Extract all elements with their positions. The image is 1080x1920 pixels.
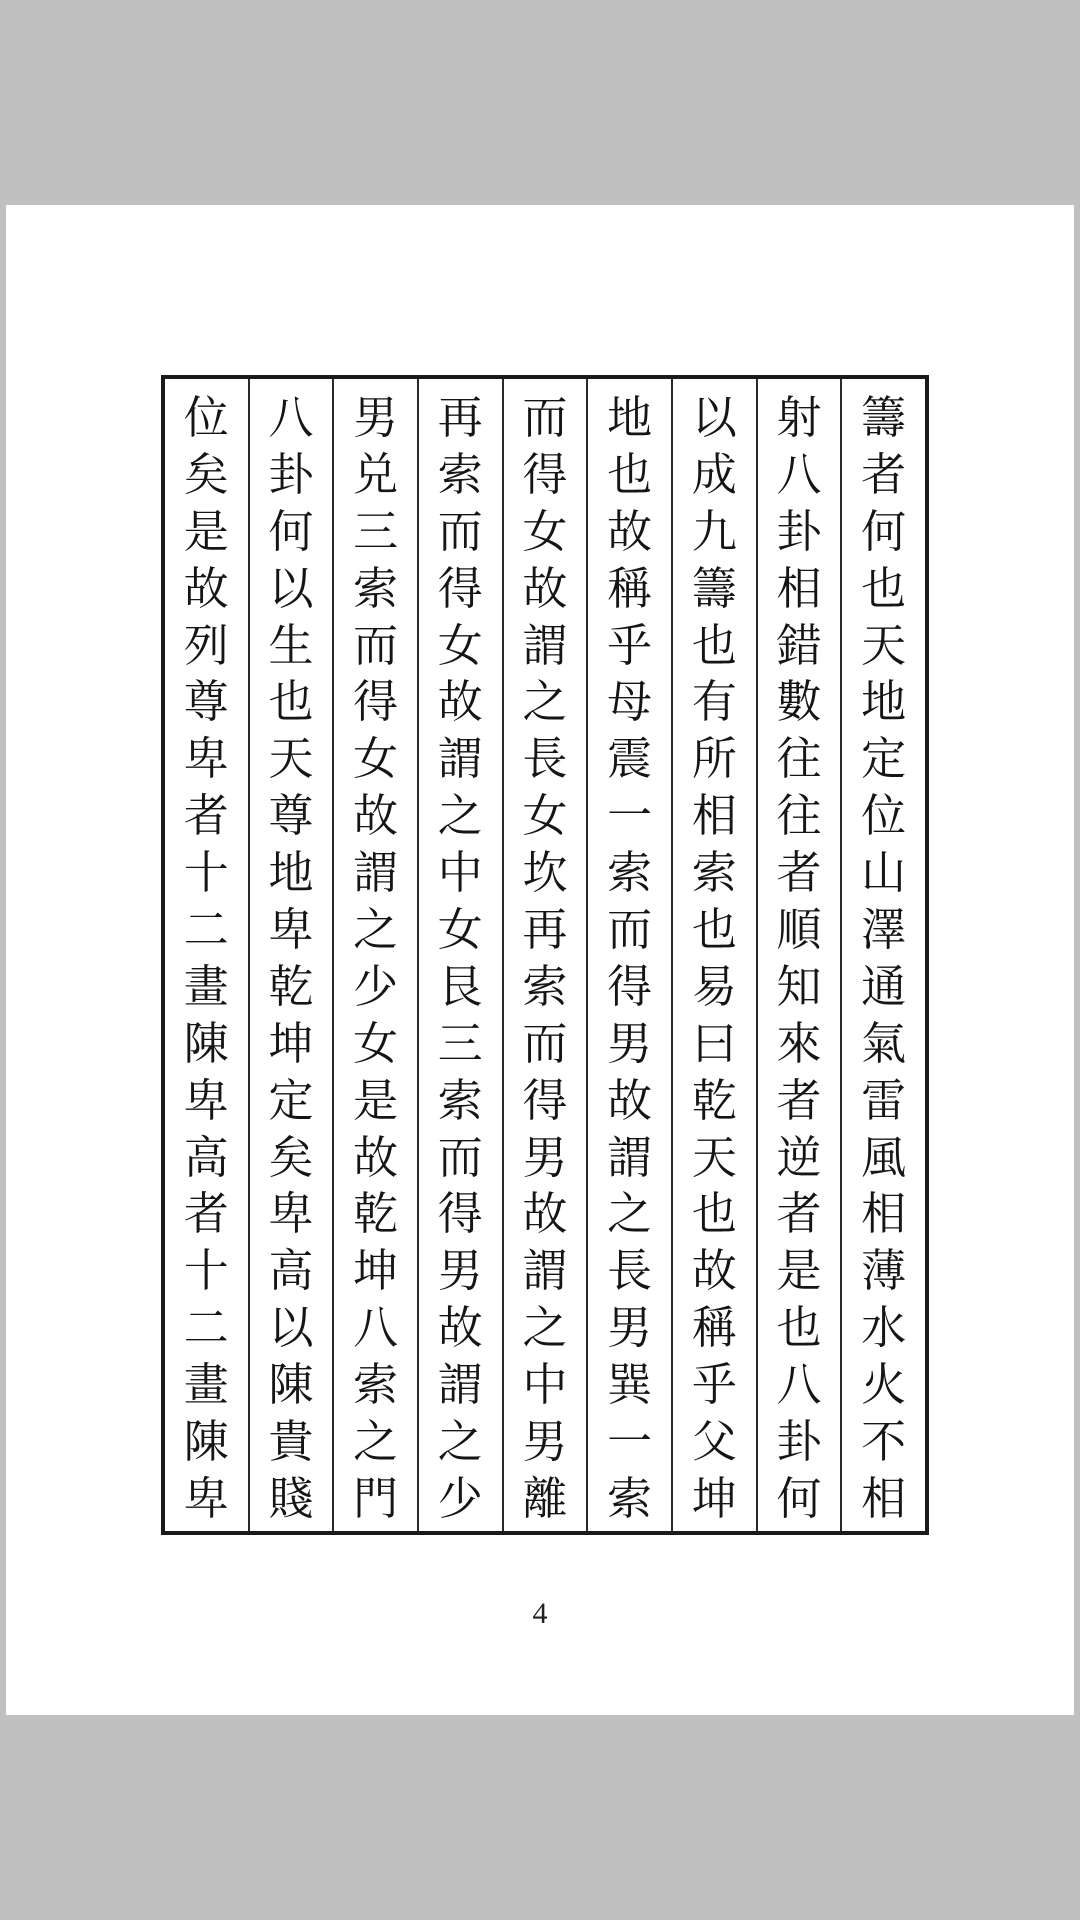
text-character: 相 — [691, 789, 737, 843]
text-character: 少 — [437, 1471, 483, 1525]
text-character: 卑 — [183, 1073, 229, 1127]
text-character: 而 — [522, 1016, 568, 1070]
text-character: 風 — [861, 1130, 907, 1184]
page-number: 4 — [532, 1597, 548, 1630]
text-character: 長 — [522, 732, 568, 786]
text-character: 謂 — [522, 618, 568, 672]
text-character: 卑 — [183, 1471, 229, 1525]
text-character: 中 — [522, 1358, 568, 1412]
text-character: 天 — [268, 732, 314, 786]
text-character: 男 — [522, 1415, 568, 1469]
text-column — [756, 379, 841, 1531]
text-character: 何 — [776, 1471, 822, 1525]
text-character: 錯 — [776, 618, 822, 672]
text-character: 者 — [776, 1073, 822, 1127]
text-character: 之 — [522, 1301, 568, 1355]
text-character: 知 — [776, 959, 822, 1013]
text-character: 男 — [522, 1130, 568, 1184]
text-character: 陳 — [183, 1016, 229, 1070]
text-character: 而 — [437, 1130, 483, 1184]
text-character: 謂 — [607, 1130, 653, 1184]
text-character: 來 — [776, 1016, 822, 1070]
text-character: 乾 — [353, 1187, 399, 1241]
text-character: 者 — [861, 447, 907, 501]
text-character: 二 — [183, 1301, 229, 1355]
text-character: 位 — [183, 391, 229, 444]
text-character: 離 — [522, 1471, 568, 1525]
text-character: 有 — [691, 675, 737, 729]
text-character: 矣 — [183, 447, 229, 501]
text-character: 乾 — [268, 959, 314, 1013]
text-character: 也 — [776, 1301, 822, 1355]
text-character: 以 — [268, 1301, 314, 1355]
text-character: 震 — [607, 732, 653, 786]
text-character: 八 — [353, 1301, 399, 1355]
text-character: 水 — [861, 1301, 907, 1355]
text-character: 兑 — [353, 447, 399, 501]
text-character: 地 — [268, 846, 314, 900]
text-character: 稱 — [691, 1301, 737, 1355]
text-character: 也 — [861, 561, 907, 615]
text-column — [165, 379, 248, 1531]
text-character: 故 — [437, 675, 483, 729]
text-character: 高 — [183, 1130, 229, 1184]
text-character: 故 — [607, 1073, 653, 1127]
text-character: 中 — [437, 846, 483, 900]
text-character: 九 — [691, 504, 737, 558]
text-character: 定 — [268, 1073, 314, 1127]
text-character: 澤 — [861, 903, 907, 957]
text-character: 故 — [522, 1187, 568, 1241]
text-character: 往 — [776, 732, 822, 786]
text-column — [332, 379, 417, 1531]
text-character: 再 — [437, 391, 483, 444]
text-character: 長 — [607, 1244, 653, 1298]
text-character: 母 — [607, 675, 653, 729]
text-character: 索 — [691, 846, 737, 900]
text-character: 而 — [522, 391, 568, 444]
text-character: 畫 — [183, 1358, 229, 1412]
text-character: 男 — [607, 1016, 653, 1070]
text-column — [840, 379, 925, 1531]
text-character: 三 — [437, 1016, 483, 1070]
text-column — [417, 379, 502, 1531]
text-character: 相 — [861, 1187, 907, 1241]
text-character: 曰 — [691, 1016, 737, 1070]
text-character: 者 — [183, 1187, 229, 1241]
text-character: 男 — [607, 1301, 653, 1355]
text-character: 八 — [268, 391, 314, 444]
text-character: 女 — [353, 1016, 399, 1070]
text-character: 山 — [861, 846, 907, 900]
text-character: 之 — [522, 675, 568, 729]
text-column — [248, 379, 333, 1531]
text-character: 得 — [522, 1073, 568, 1127]
text-character: 八 — [776, 1358, 822, 1412]
text-character: 位 — [861, 789, 907, 843]
text-character: 故 — [691, 1244, 737, 1298]
text-character: 得 — [437, 561, 483, 615]
text-character: 之 — [353, 903, 399, 957]
text-character: 也 — [691, 903, 737, 957]
text-character: 得 — [522, 447, 568, 501]
text-character: 通 — [861, 959, 907, 1013]
text-character: 索 — [522, 959, 568, 1013]
text-character: 而 — [607, 903, 653, 957]
text-character: 索 — [607, 846, 653, 900]
text-character: 相 — [776, 561, 822, 615]
text-character: 索 — [353, 561, 399, 615]
text-column — [671, 379, 756, 1531]
text-character: 乎 — [607, 618, 653, 672]
text-character: 故 — [183, 561, 229, 615]
text-character: 尊 — [183, 675, 229, 729]
text-character: 得 — [607, 959, 653, 1013]
text-column — [502, 379, 587, 1531]
text-character: 者 — [776, 846, 822, 900]
text-character: 索 — [437, 447, 483, 501]
text-character: 成 — [691, 447, 737, 501]
text-character: 卦 — [776, 1415, 822, 1469]
text-character: 乎 — [691, 1358, 737, 1412]
text-character: 往 — [776, 789, 822, 843]
text-character: 十 — [183, 846, 229, 900]
text-character: 巽 — [607, 1358, 653, 1412]
text-character: 何 — [268, 504, 314, 558]
text-character: 定 — [861, 732, 907, 786]
text-character: 少 — [353, 959, 399, 1013]
text-character: 女 — [437, 618, 483, 672]
text-character: 畫 — [183, 959, 229, 1013]
text-character: 數 — [776, 675, 822, 729]
text-character: 索 — [353, 1358, 399, 1412]
text-character: 女 — [437, 903, 483, 957]
text-character: 故 — [353, 1130, 399, 1184]
text-character: 者 — [183, 789, 229, 843]
text-character: 以 — [691, 391, 737, 444]
text-character: 三 — [353, 504, 399, 558]
text-character: 十 — [183, 1244, 229, 1298]
text-character: 何 — [861, 504, 907, 558]
text-character: 不 — [861, 1415, 907, 1469]
text-character: 陳 — [268, 1358, 314, 1412]
text-character: 薄 — [861, 1244, 907, 1298]
text-character: 之 — [353, 1415, 399, 1469]
text-character: 故 — [522, 561, 568, 615]
text-character: 順 — [776, 903, 822, 957]
text-character: 門 — [353, 1471, 399, 1525]
text-character: 是 — [353, 1073, 399, 1127]
text-character: 火 — [861, 1358, 907, 1412]
text-character: 射 — [776, 391, 822, 444]
text-character: 天 — [691, 1130, 737, 1184]
text-character: 謂 — [437, 732, 483, 786]
text-character: 氣 — [861, 1016, 907, 1070]
text-character: 是 — [776, 1244, 822, 1298]
text-character: 生 — [268, 618, 314, 672]
text-character: 雷 — [861, 1073, 907, 1127]
text-column — [586, 379, 671, 1531]
text-character: 高 — [268, 1244, 314, 1298]
text-character: 也 — [607, 447, 653, 501]
text-character: 艮 — [437, 959, 483, 1013]
text-character: 男 — [437, 1244, 483, 1298]
text-character: 得 — [437, 1187, 483, 1241]
text-character: 坤 — [353, 1244, 399, 1298]
text-character: 父 — [691, 1415, 737, 1469]
text-character: 卑 — [268, 1187, 314, 1241]
text-character: 八 — [776, 447, 822, 501]
text-character: 索 — [437, 1073, 483, 1127]
text-character: 籌 — [691, 561, 737, 615]
text-character: 之 — [437, 789, 483, 843]
text-character: 卦 — [268, 447, 314, 501]
text-character: 易 — [691, 959, 737, 1013]
text-character: 二 — [183, 903, 229, 957]
text-character: 女 — [353, 732, 399, 786]
text-character: 謂 — [353, 846, 399, 900]
text-character: 乾 — [691, 1073, 737, 1127]
text-character: 謂 — [522, 1244, 568, 1298]
text-character: 謂 — [437, 1358, 483, 1412]
text-character: 卑 — [183, 732, 229, 786]
text-character: 也 — [691, 618, 737, 672]
text-character: 矣 — [268, 1130, 314, 1184]
text-character: 稱 — [607, 561, 653, 615]
text-character: 也 — [268, 675, 314, 729]
text-character: 之 — [437, 1415, 483, 1469]
text-character: 尊 — [268, 789, 314, 843]
text-character: 坎 — [522, 846, 568, 900]
text-character: 女 — [522, 789, 568, 843]
text-character: 地 — [607, 391, 653, 444]
text-character: 貴 — [268, 1415, 314, 1469]
text-character: 卑 — [268, 903, 314, 957]
text-character: 故 — [437, 1301, 483, 1355]
text-character: 得 — [353, 675, 399, 729]
text-character: 坤 — [268, 1016, 314, 1070]
text-character: 一 — [607, 789, 653, 843]
text-character: 以 — [268, 561, 314, 615]
text-frame — [161, 375, 929, 1535]
text-character: 相 — [861, 1471, 907, 1525]
text-character: 故 — [607, 504, 653, 558]
text-character: 索 — [607, 1471, 653, 1525]
text-character: 卦 — [776, 504, 822, 558]
text-character: 故 — [353, 789, 399, 843]
text-character: 坤 — [691, 1471, 737, 1525]
text-character: 再 — [522, 903, 568, 957]
text-character: 者 — [776, 1187, 822, 1241]
text-character: 籌 — [861, 391, 907, 444]
text-character: 地 — [861, 675, 907, 729]
text-character: 一 — [607, 1415, 653, 1469]
text-character: 而 — [353, 618, 399, 672]
text-character: 之 — [607, 1187, 653, 1241]
text-character: 賤 — [268, 1471, 314, 1525]
text-character: 陳 — [183, 1415, 229, 1469]
text-character: 而 — [437, 504, 483, 558]
text-character: 列 — [183, 618, 229, 672]
text-character: 逆 — [776, 1130, 822, 1184]
text-character: 女 — [522, 504, 568, 558]
text-character: 是 — [183, 504, 229, 558]
text-character: 男 — [353, 391, 399, 444]
text-character: 天 — [861, 618, 907, 672]
text-character: 所 — [691, 732, 737, 786]
text-character: 也 — [691, 1187, 737, 1241]
document-page — [6, 205, 1074, 1715]
